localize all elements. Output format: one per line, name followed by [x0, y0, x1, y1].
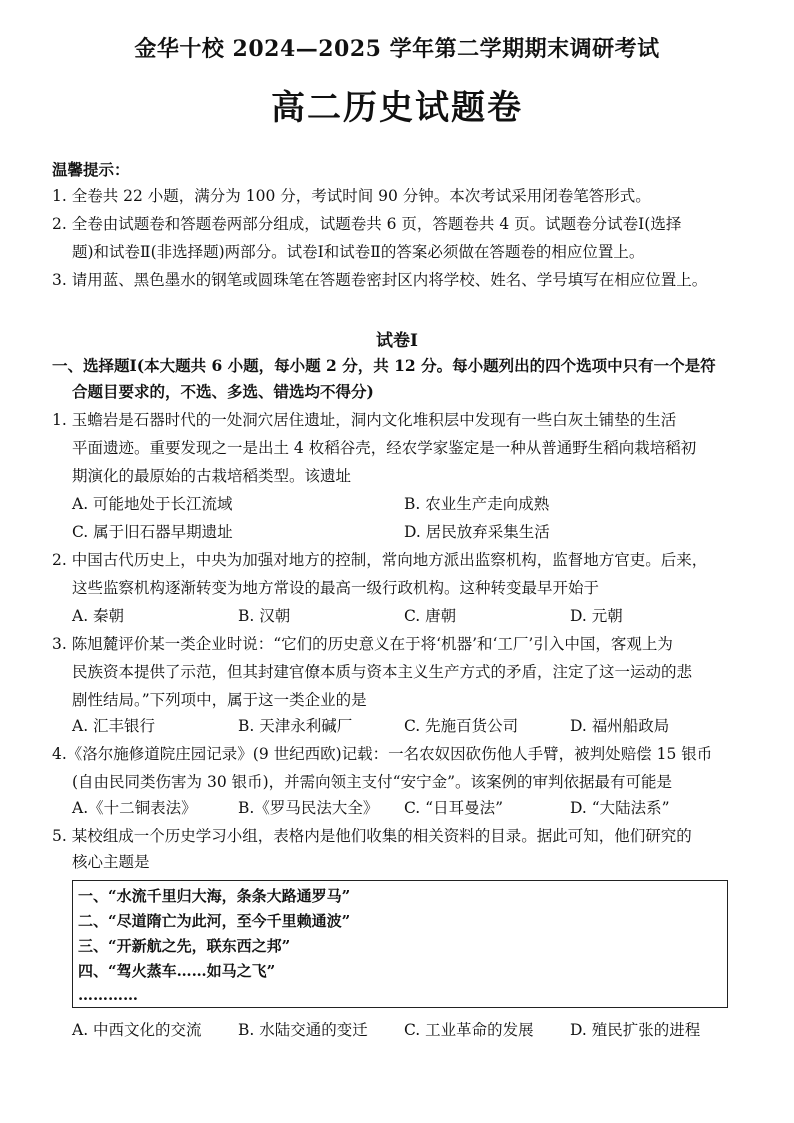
q5-option-b[interactable]: B. 水陆交通的变迁	[238, 1021, 368, 1039]
q3-option-a[interactable]: A. 汇丰银行	[72, 717, 156, 735]
notice-item-2: 2. 全卷由试题卷和答题卷两部分组成，试题卷共 6 页，答题卷共 4 页。试题卷分试卷Ⅰ(选择	[52, 215, 682, 233]
q1-option-c[interactable]: C. 属于旧石器早期遗址	[72, 523, 233, 541]
section-instruction-cont: 合题目要求的，不选、多选、错选均不得分)	[72, 382, 374, 401]
material-row: …………	[78, 986, 138, 1004]
q3-stem-line: 3. 陈旭麓评价某一类企业时说：“它们的历史意义在于将‘机器’和‘工厂’引入中国，客观上为	[52, 635, 673, 653]
q4-option-d[interactable]: D. “大陆法系”	[570, 799, 670, 817]
q5-option-c[interactable]: C. 工业革命的发展	[404, 1021, 534, 1039]
q1-stem-line: 平面遗迹。重要发现之一是出土 4 枚稻谷壳，经农学家鉴定是一种从普通野生稻向栽培稻初	[72, 439, 697, 457]
q1-stem-line: 1. 玉蟾岩是石器时代的一处洞穴居住遗址，洞内文化堆积层中发现有一些白灰土铺垫的生活	[52, 411, 677, 429]
q5-option-d[interactable]: D. 殖民扩张的进程	[570, 1021, 701, 1039]
q4-option-b[interactable]: B.《罗马民法大全》	[238, 799, 379, 817]
q1-option-d[interactable]: D. 居民放弃采集生活	[404, 523, 550, 541]
q2-option-b[interactable]: B. 汉朝	[238, 607, 291, 625]
q4-option-c[interactable]: C. “日耳曼法”	[404, 799, 504, 817]
q5-stem-line: 5. 某校组成一个历史学习小组，表格内是他们收集的相关资料的目录。据此可知，他们研究的	[52, 827, 692, 845]
material-row: 四、“驾火蒸车……如马之飞”	[78, 962, 276, 980]
q2-option-d[interactable]: D. 元朝	[570, 607, 623, 625]
q2-option-a[interactable]: A. 秦朝	[72, 607, 125, 625]
notice-item-1: 1. 全卷共 22 小题，满分为 100 分，考试时间 90 分钟。本次考试采用闭卷笔答形式。	[52, 187, 651, 205]
material-row: 二、“尽道隋亡为此河，至今千里赖通波”	[78, 912, 351, 930]
q3-stem-line: 剧性结局。”下列项中，属于这一类企业的是	[72, 691, 367, 709]
section-instruction: 一、选择题Ⅰ(本大题共 6 小题，每小题 2 分，共 12 分。每小题列出的四个选项中只有一个是符	[52, 356, 716, 375]
exam-subtitle: 高二历史试题卷	[271, 88, 523, 128]
notice-heading: 温馨提示：	[52, 160, 130, 179]
q1-stem-line: 期演化的最原始的古栽培稻类型。该遗址	[72, 467, 352, 485]
q3-option-b[interactable]: B. 天津永利碱厂	[238, 717, 353, 735]
q1-option-b[interactable]: B. 农业生产走向成熟	[404, 495, 550, 513]
q2-option-c[interactable]: C. 唐朝	[404, 607, 457, 625]
material-row: 一、“水流千里归大海，条条大路通罗马”	[78, 887, 351, 905]
notice-item-2-cont: 题)和试卷Ⅱ(非选择题)两部分。试卷Ⅰ和试卷Ⅱ的答案必须做在答题卷的相应位置上。	[72, 243, 645, 261]
q1-option-a[interactable]: A. 可能地处于长江流域	[72, 495, 233, 513]
q4-option-a[interactable]: A.《十二铜表法》	[72, 799, 197, 817]
q5-option-a[interactable]: A. 中西文化的交流	[72, 1021, 202, 1039]
material-row: 三、“开新航之先，联东西之邦”	[78, 937, 291, 955]
q4-stem-line: (自由民同类伤害为 30 银币)，并需向领主支付“安宁金”。该案例的审判依据最有可能是	[72, 773, 673, 791]
q5-stem-line: 核心主题是	[72, 853, 150, 871]
section-title: 试卷Ⅰ	[376, 331, 418, 351]
notice-item-3: 3. 请用蓝、黑色墨水的钢笔或圆珠笔在答题卷密封区内将学校、姓名、学号填写在相应位置上。	[52, 271, 708, 289]
q2-stem-line: 2. 中国古代历史上，中央为加强对地方的控制，常向地方派出监察机构，监督地方官吏。后来，	[52, 551, 708, 569]
q3-option-d[interactable]: D. 福州船政局	[570, 717, 670, 735]
q3-stem-line: 民族资本提供了示范，但其封建官僚本质与资本主义生产方式的矛盾，注定了这一运动的悲	[72, 663, 693, 681]
exam-title: 金华十校 2024—2025 学年第二学期期末调研考试	[134, 36, 660, 62]
q4-stem-line: 4.《洛尔施修道院庄园记录》(9 世纪西欧)记载：一名农奴因砍伤他人手臂，被判处赔偿 15 银币	[52, 745, 713, 763]
q3-option-c[interactable]: C. 先施百货公司	[404, 717, 519, 735]
q2-stem-line: 这些监察机构逐渐转变为地方常设的最高一级行政机构。这种转变最早开始于	[72, 579, 600, 597]
